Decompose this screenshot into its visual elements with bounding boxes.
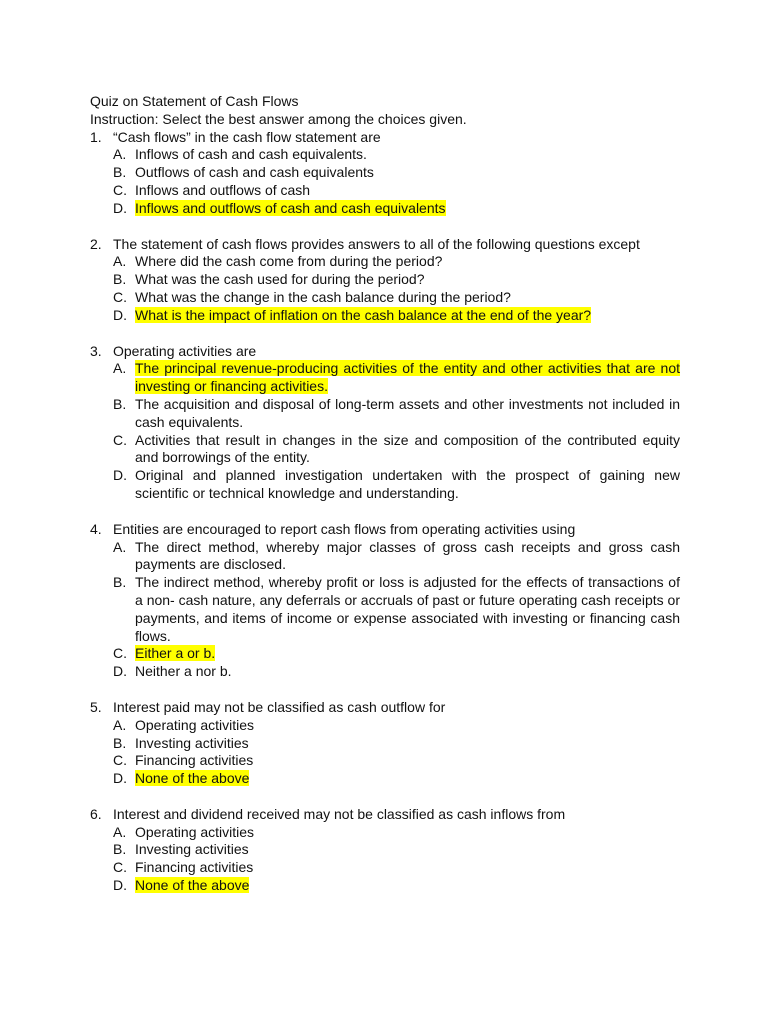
choice-text-wrapper xyxy=(135,146,680,164)
choice-letter: B. xyxy=(113,734,127,751)
highlighted-answer: Either a or b. xyxy=(135,645,216,662)
answer-choice xyxy=(113,539,680,575)
answer-choice xyxy=(113,663,680,681)
question-4 xyxy=(90,521,680,681)
choice-letter: A. xyxy=(113,716,127,733)
answer-choice xyxy=(113,146,680,164)
answer-choice xyxy=(113,164,680,182)
question-body xyxy=(113,129,680,218)
choice-text: Inflows of cash and cash equivalents. xyxy=(135,146,367,163)
answer-choice xyxy=(113,271,680,289)
instruction-text: Instruction: Select the best answer among the choices given. xyxy=(90,110,467,127)
choice-text-wrapper xyxy=(135,164,680,182)
choice-text: The indirect method, whereby profit or loss is adjusted for the effects of transactions of a non- cash nature, any deferrals or accruals of past or future operating cash receipts or payments, and items of income or expense associated with investing or financing cash flows. xyxy=(135,574,680,644)
choice-letter: D. xyxy=(113,467,127,484)
choice-text: Operating activities xyxy=(135,823,255,840)
choice-text-wrapper xyxy=(135,841,680,859)
question-number: 5. xyxy=(90,698,102,715)
choice-text-wrapper xyxy=(135,432,680,468)
choice-letter: D. xyxy=(113,877,127,894)
question-number: 2. xyxy=(90,235,102,252)
answer-choice xyxy=(113,645,680,663)
question-3 xyxy=(90,343,680,503)
answer-choice xyxy=(113,859,680,877)
question-body xyxy=(113,699,680,788)
choice-text-wrapper xyxy=(135,877,680,895)
choice-letter: C. xyxy=(113,288,127,305)
choice-letter: D. xyxy=(113,663,127,680)
choice-letter: B. xyxy=(113,271,127,288)
choice-text: Activities that result in changes in the size and composition of the contributed equity and borrowings of the entity. xyxy=(135,431,680,466)
choice-text-wrapper xyxy=(135,859,680,877)
choice-letter: A. xyxy=(113,146,127,163)
choice-letter: A. xyxy=(113,823,127,840)
answer-choice xyxy=(113,824,680,842)
choice-text-wrapper xyxy=(135,735,680,753)
choice-text: The direct method, whereby major classes of gross cash receipts and gross cash payments are disclosed. xyxy=(135,538,680,573)
question-number: 6. xyxy=(90,805,102,822)
answer-choice xyxy=(113,841,680,859)
question-2 xyxy=(90,236,680,325)
choice-text: Financing activities xyxy=(135,752,254,769)
question-text: “Cash flows” in the cash flow statement are xyxy=(113,128,381,145)
choice-letter: C. xyxy=(113,181,127,198)
choice-text-wrapper xyxy=(135,467,680,503)
choice-text: Investing activities xyxy=(135,734,249,751)
answer-choice xyxy=(113,467,680,503)
question-list xyxy=(90,129,680,895)
question-text: The statement of cash flows provides answers to all of the following questions except xyxy=(113,235,640,252)
question-6 xyxy=(90,806,680,895)
choice-letter: A. xyxy=(113,538,127,555)
choice-text-wrapper xyxy=(135,645,680,663)
choice-text-wrapper xyxy=(135,396,680,432)
choice-letter: C. xyxy=(113,431,127,448)
choice-text: Neither a nor b. xyxy=(135,663,232,680)
choice-text-wrapper xyxy=(135,200,680,218)
choice-text-wrapper xyxy=(135,289,680,307)
choice-text: Original and planned investigation undertaken with the prospect of gaining new scientific or technical knowledge and understanding. xyxy=(135,467,680,501)
choice-text: What was the cash used for during the period? xyxy=(135,271,425,288)
choice-text: Operating activities xyxy=(135,716,255,733)
question-number: 1. xyxy=(90,128,102,145)
choice-letter: D. xyxy=(113,770,127,787)
choice-text: What was the change in the cash balance during the period? xyxy=(135,288,511,305)
choice-letter: C. xyxy=(113,645,127,662)
choice-text-wrapper xyxy=(135,752,680,770)
choice-text-wrapper xyxy=(135,253,680,271)
answer-choice xyxy=(113,717,680,735)
answer-choice xyxy=(113,432,680,468)
choice-text-wrapper xyxy=(135,663,680,681)
choice-text-wrapper xyxy=(135,574,680,645)
choice-letter: B. xyxy=(113,164,127,181)
question-number: 3. xyxy=(90,342,102,359)
question-body xyxy=(113,521,680,681)
choice-letter: D. xyxy=(113,306,127,323)
question-number: 4. xyxy=(90,520,102,537)
choice-letter: C. xyxy=(113,752,127,769)
choice-text-wrapper xyxy=(135,539,680,575)
question-1 xyxy=(90,129,680,218)
choice-text-wrapper xyxy=(135,770,680,788)
document-title: Quiz on Statement of Cash Flows xyxy=(90,93,299,109)
answer-choice xyxy=(113,182,680,200)
choice-text: Inflows and outflows of cash xyxy=(135,181,311,198)
answer-choice xyxy=(113,307,680,325)
answer-choice xyxy=(113,289,680,307)
choice-text-wrapper xyxy=(135,271,680,289)
choice-letter: A. xyxy=(113,360,127,377)
answer-choice xyxy=(113,877,680,895)
choice-letter: B. xyxy=(113,395,127,412)
choice-letter: C. xyxy=(113,859,127,876)
answer-choice xyxy=(113,735,680,753)
choice-text: Financing activities xyxy=(135,859,254,876)
highlighted-answer: None of the above xyxy=(135,877,250,894)
answer-choice xyxy=(113,200,680,218)
choice-text-wrapper xyxy=(135,182,680,200)
choice-text: Where did the cash come from during the period? xyxy=(135,253,443,270)
question-body xyxy=(113,236,680,325)
question-5 xyxy=(90,699,680,788)
choice-letter: D. xyxy=(113,199,127,216)
answer-choice xyxy=(113,396,680,432)
choice-letter: A. xyxy=(113,253,127,270)
answer-choice xyxy=(113,752,680,770)
choice-text: Investing activities xyxy=(135,841,249,858)
question-body xyxy=(113,806,680,895)
answer-choice xyxy=(113,253,680,271)
question-text: Interest paid may not be classified as cash outflow for xyxy=(113,698,446,715)
question-text: Entities are encouraged to report cash flows from operating activities using xyxy=(113,520,576,537)
choice-text-wrapper xyxy=(135,360,680,396)
choice-text: The acquisition and disposal of long-term assets and other investments not included in cash equivalents. xyxy=(135,395,680,430)
choice-letter: B. xyxy=(113,574,127,591)
choice-text-wrapper xyxy=(135,824,680,842)
answer-choice xyxy=(113,574,680,645)
question-text: Operating activities are xyxy=(113,342,257,359)
question-text: Interest and dividend received may not be classified as cash inflows from xyxy=(113,805,566,822)
highlighted-answer: None of the above xyxy=(135,770,250,787)
highlighted-answer: Inflows and outflows of cash and cash equivalents xyxy=(135,199,446,216)
answer-choice xyxy=(113,770,680,788)
choice-letter: B. xyxy=(113,841,127,858)
choice-text-wrapper xyxy=(135,307,680,325)
choice-text-wrapper xyxy=(135,717,680,735)
answer-choice xyxy=(113,360,680,396)
question-body xyxy=(113,343,680,503)
highlighted-answer: What is the impact of inflation on the cash balance at the end of the year? xyxy=(135,306,592,323)
choice-text: Outflows of cash and cash equivalents xyxy=(135,164,374,181)
highlighted-answer: The principal revenue-producing activities of the entity and other activities that are not investing or financing activities. xyxy=(135,360,680,395)
document-page xyxy=(90,93,680,895)
